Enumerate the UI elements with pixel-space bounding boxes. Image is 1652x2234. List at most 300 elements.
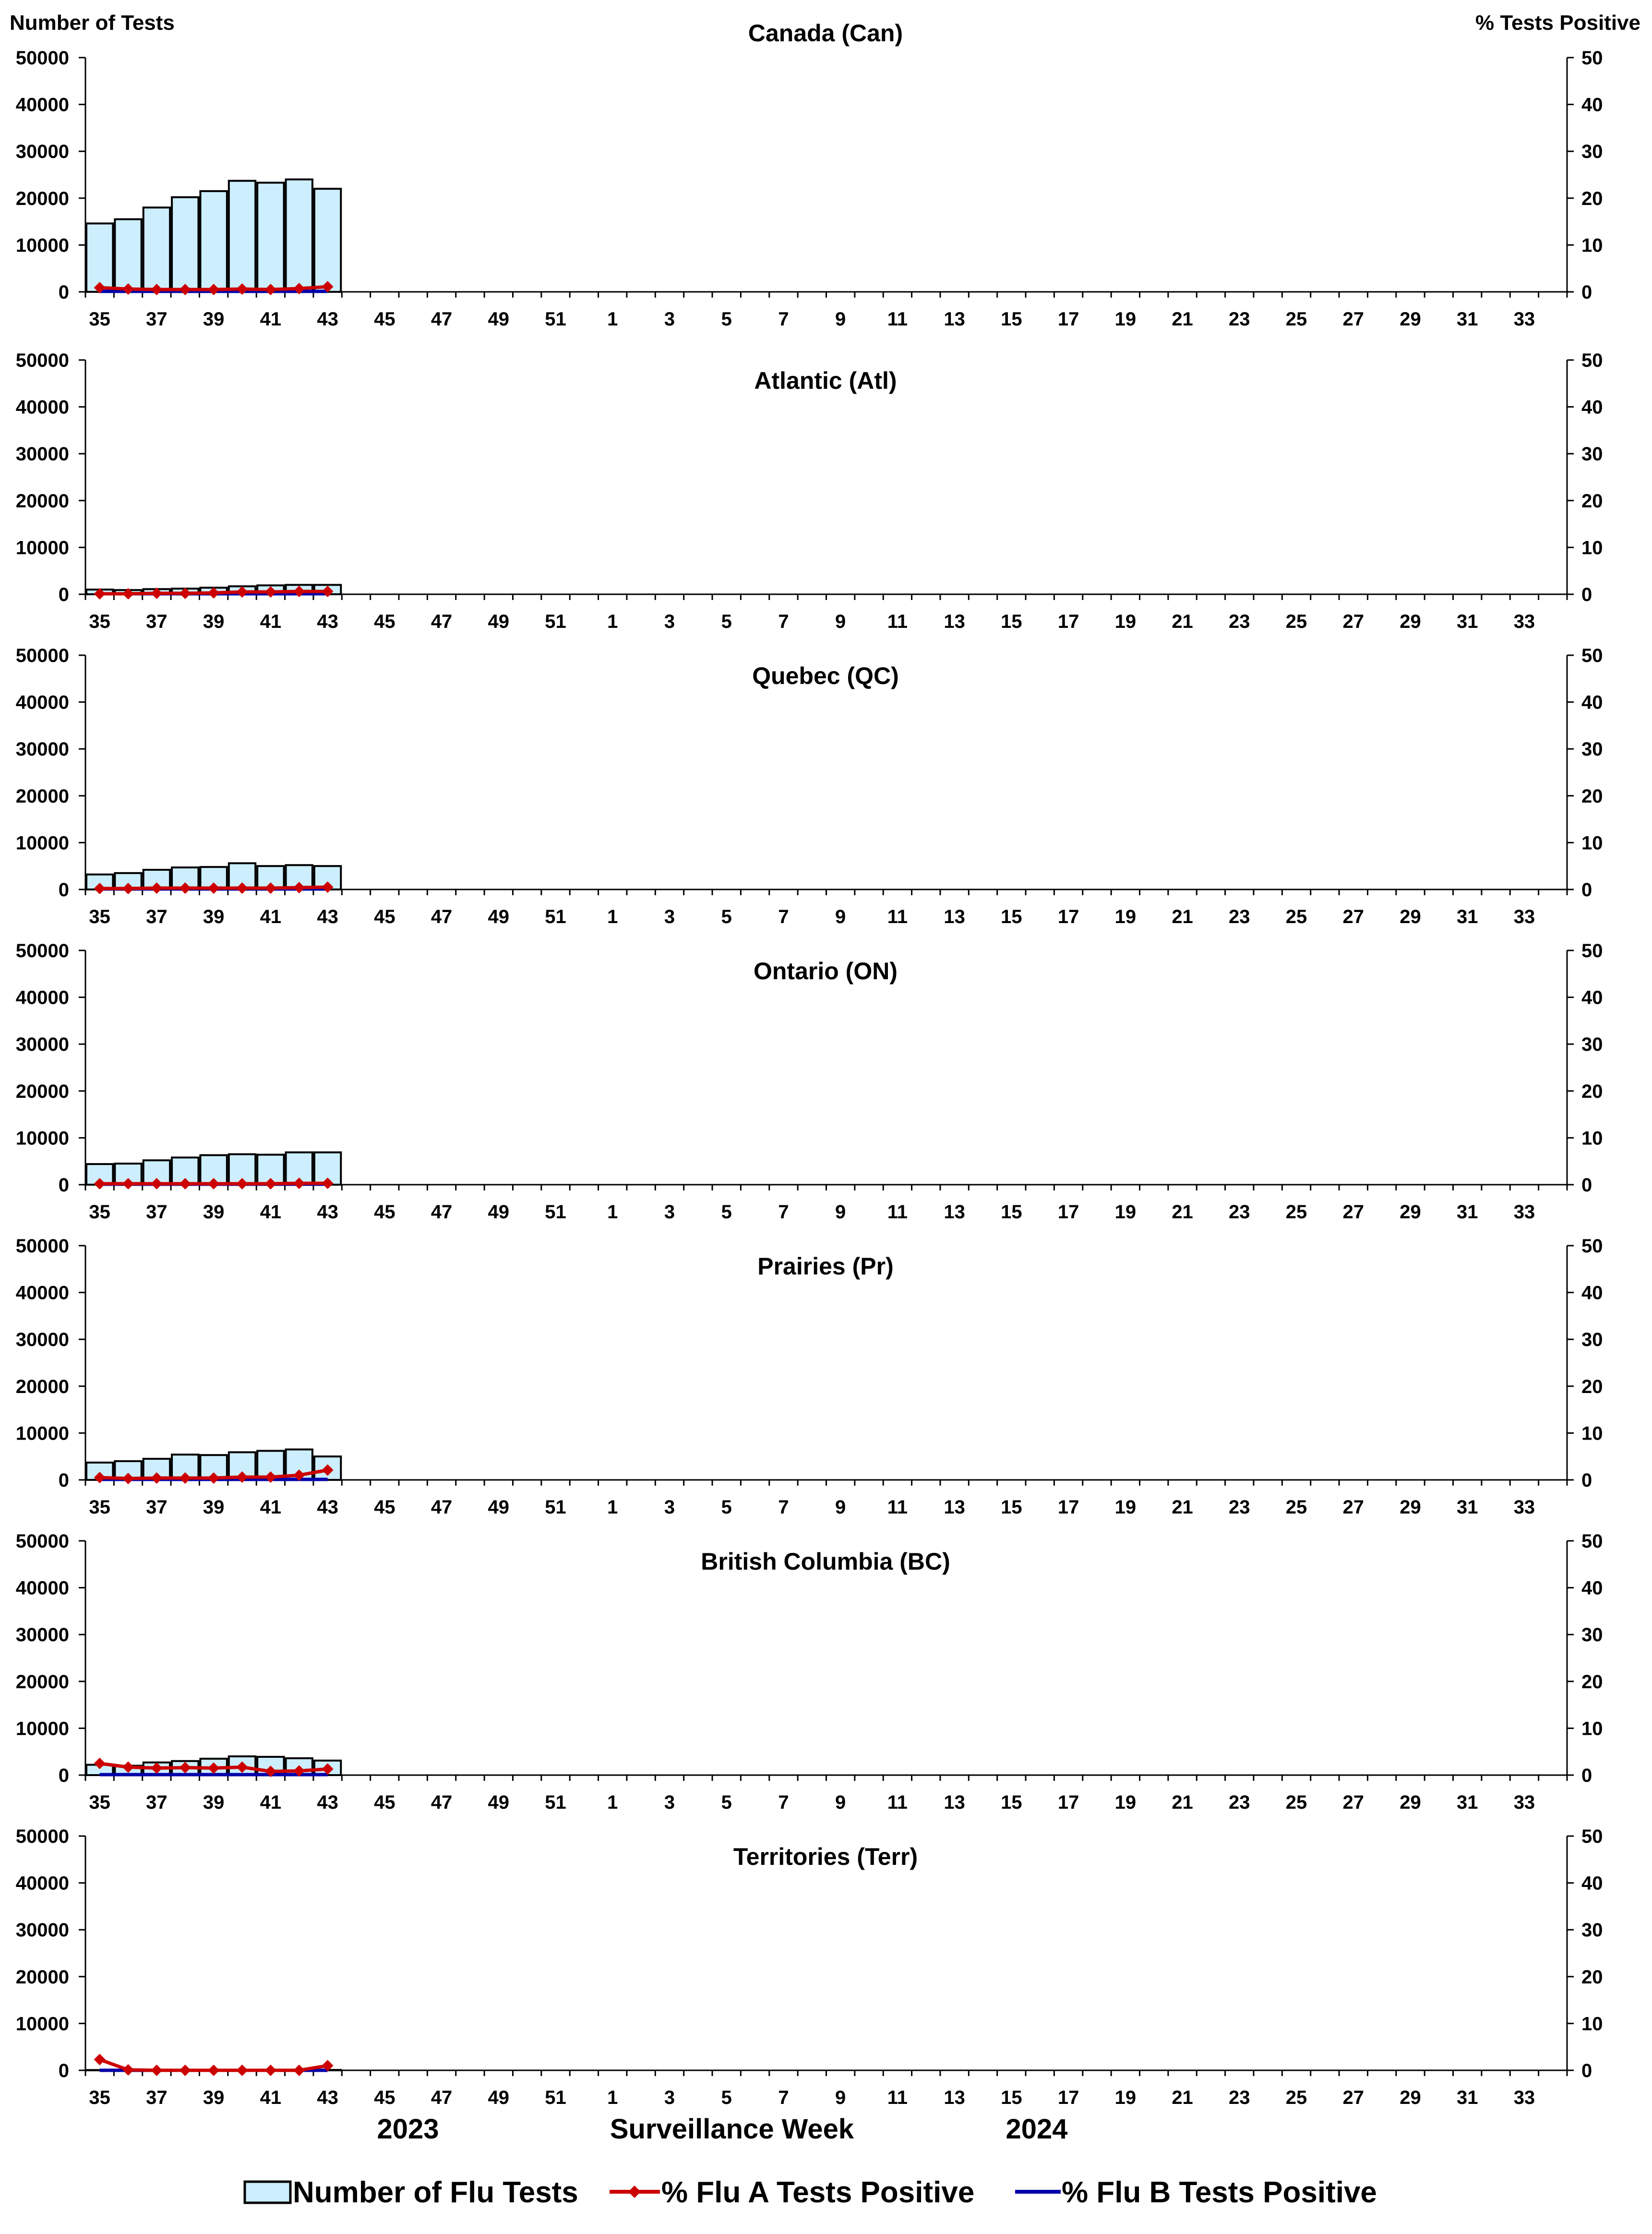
x-tick-label: 49	[488, 2087, 510, 2108]
x-tick-label: 25	[1286, 611, 1307, 632]
legend-label-flu-b: % Flu B Tests Positive	[1062, 2176, 1377, 2209]
x-tick-label: 5	[721, 611, 732, 632]
x-tick-label: 25	[1286, 1792, 1307, 1813]
panel-title: Territories (Terr)	[733, 1843, 918, 1870]
x-tick-label: 3	[664, 1792, 675, 1813]
x-tick-label: 1	[607, 309, 618, 330]
right-tick-label: 40	[1581, 1873, 1603, 1894]
x-tick-label: 1	[607, 906, 618, 927]
x-tick-label: 39	[203, 611, 225, 632]
x-tick-label: 41	[260, 2087, 282, 2108]
panel-title: Canada (Can)	[748, 20, 903, 47]
marker-flu-a	[122, 2064, 134, 2076]
x-tick-label: 13	[944, 1201, 965, 1223]
x-tick-label: 35	[89, 1497, 110, 1518]
x-tick-label: 35	[89, 906, 110, 927]
left-tick-label: 30000	[16, 444, 69, 465]
marker-flu-a	[151, 2065, 162, 2076]
x-tick-label: 49	[488, 309, 510, 330]
x-tick-label: 47	[431, 2087, 453, 2108]
x-tick-label: 25	[1286, 2087, 1307, 2108]
x-tick-label: 9	[835, 906, 846, 927]
x-tick-label: 11	[887, 1497, 908, 1518]
x-tick-label: 29	[1400, 906, 1421, 927]
x-tick-label: 41	[260, 906, 282, 927]
x-tick-label: 13	[944, 2087, 965, 2108]
panel-title: Ontario (ON)	[754, 958, 898, 985]
x-tick-label: 51	[545, 2087, 566, 2108]
bar-tests	[172, 197, 198, 292]
x-tick-label: 49	[488, 1201, 510, 1223]
left-tick-label: 50000	[16, 1531, 69, 1552]
x-tick-label: 31	[1457, 611, 1478, 632]
right-tick-label: 0	[1581, 1765, 1592, 1786]
left-tick-label: 10000	[16, 537, 69, 558]
x-tick-label: 51	[545, 1792, 566, 1813]
x-tick-label: 31	[1457, 906, 1478, 927]
x-tick-label: 17	[1058, 1201, 1079, 1223]
right-tick-label: 30	[1581, 739, 1603, 760]
legend-label-tests: Number of Flu Tests	[293, 2176, 578, 2209]
x-tick-label: 17	[1058, 309, 1079, 330]
x-tick-label: 41	[260, 1792, 282, 1813]
left-tick-label: 50000	[16, 1826, 69, 1847]
x-tick-label: 13	[944, 1792, 965, 1813]
x-tick-label: 7	[778, 309, 789, 330]
x-tick-label: 19	[1115, 2087, 1137, 2108]
x-tick-label: 45	[374, 1497, 395, 1518]
x-tick-label: 9	[835, 2087, 846, 2108]
x-tick-label: 31	[1457, 309, 1478, 330]
right-tick-label: 10	[1581, 537, 1603, 558]
x-tick-label: 7	[778, 1792, 789, 1813]
x-tick-label: 41	[260, 1497, 282, 1518]
right-tick-label: 40	[1581, 1578, 1603, 1599]
x-tick-label: 9	[835, 1497, 846, 1518]
left-tick-label: 20000	[16, 188, 69, 209]
x-tick-label: 21	[1172, 611, 1193, 632]
x-tick-label: 37	[146, 611, 168, 632]
right-tick-label: 10	[1581, 832, 1603, 853]
x-tick-label: 17	[1058, 611, 1079, 632]
year-label-2023: 2023	[377, 2114, 439, 2145]
x-tick-label: 33	[1514, 1497, 1535, 1518]
x-tick-label: 17	[1058, 1497, 1079, 1518]
x-tick-label: 33	[1514, 906, 1535, 927]
x-tick-label: 39	[203, 1497, 225, 1518]
x-tick-label: 49	[488, 1792, 510, 1813]
left-tick-label: 50000	[16, 940, 69, 961]
x-tick-label: 33	[1514, 2087, 1535, 2108]
right-tick-label: 30	[1581, 1624, 1603, 1645]
left-tick-label: 40000	[16, 95, 69, 116]
bar-tests	[257, 183, 284, 292]
x-tick-label: 43	[317, 1497, 338, 1518]
x-tick-label: 37	[146, 906, 168, 927]
right-tick-label: 50	[1581, 1531, 1603, 1552]
x-tick-label: 41	[260, 309, 282, 330]
x-tick-label: 3	[664, 309, 675, 330]
x-tick-label: 25	[1286, 1201, 1307, 1223]
panel-3	[16, 940, 1603, 1223]
x-tick-label: 5	[721, 2087, 732, 2108]
legend-label-flu-a: % Flu A Tests Positive	[661, 2176, 974, 2209]
right-tick-label: 20	[1581, 491, 1603, 512]
bar-tests	[229, 181, 255, 292]
x-tick-label: 5	[721, 1497, 732, 1518]
left-tick-label: 50000	[16, 350, 69, 371]
panel-title: Quebec (QC)	[752, 662, 899, 689]
x-tick-label: 35	[89, 309, 110, 330]
left-tick-label: 30000	[16, 141, 69, 162]
chart-panels	[16, 20, 1603, 2108]
x-tick-label: 37	[146, 1201, 168, 1223]
x-tick-label: 43	[317, 2087, 338, 2108]
right-tick-label: 10	[1581, 235, 1603, 256]
x-tick-label: 51	[545, 1201, 566, 1223]
bar-tests	[115, 219, 141, 292]
x-tick-label: 49	[488, 611, 510, 632]
x-tick-label: 29	[1400, 1201, 1421, 1223]
x-tick-label: 1	[607, 1497, 618, 1518]
x-tick-label: 11	[887, 906, 908, 927]
x-tick-label: 23	[1229, 611, 1250, 632]
right-tick-label: 40	[1581, 987, 1603, 1009]
x-tick-label: 37	[146, 1497, 168, 1518]
left-tick-label: 40000	[16, 1578, 69, 1599]
x-tick-label: 45	[374, 1792, 395, 1813]
x-tick-label: 7	[778, 611, 789, 632]
left-tick-label: 50000	[16, 645, 69, 666]
x-tick-label: 7	[778, 906, 789, 927]
x-tick-label: 15	[1001, 1792, 1022, 1813]
x-tick-label: 3	[664, 611, 675, 632]
x-tick-label: 31	[1457, 1201, 1478, 1223]
x-tick-label: 23	[1229, 309, 1250, 330]
x-tick-label: 19	[1115, 1497, 1137, 1518]
x-tick-label: 23	[1229, 1201, 1250, 1223]
marker-flu-a	[237, 2065, 248, 2076]
x-tick-label: 3	[664, 1497, 675, 1518]
x-tick-label: 27	[1343, 1497, 1365, 1518]
marker-flu-a	[94, 2054, 106, 2066]
x-tick-label: 29	[1400, 1497, 1421, 1518]
left-tick-label: 30000	[16, 1034, 69, 1055]
left-tick-label: 40000	[16, 397, 69, 418]
x-tick-label: 39	[203, 2087, 225, 2108]
marker-flu-a	[293, 2065, 305, 2076]
x-tick-label: 43	[317, 1201, 338, 1223]
panel-2	[16, 645, 1603, 927]
panel-0	[16, 20, 1603, 330]
x-tick-label: 31	[1457, 1792, 1478, 1813]
x-tick-label: 1	[607, 1792, 618, 1813]
x-tick-label: 21	[1172, 1497, 1193, 1518]
left-tick-label: 30000	[16, 739, 69, 760]
right-tick-label: 0	[1581, 1470, 1592, 1491]
x-tick-label: 27	[1343, 2087, 1365, 2108]
x-tick-label: 39	[203, 309, 225, 330]
x-tick-label: 33	[1514, 309, 1535, 330]
marker-flu-a	[180, 2065, 191, 2076]
x-tick-label: 29	[1400, 2087, 1421, 2108]
bar-tests	[86, 224, 113, 292]
x-tick-label: 39	[203, 1201, 225, 1223]
x-tick-label: 21	[1172, 309, 1193, 330]
x-tick-label: 25	[1286, 1497, 1307, 1518]
x-tick-label: 35	[89, 1201, 110, 1223]
x-tick-label: 45	[374, 309, 395, 330]
x-tick-label: 29	[1400, 309, 1421, 330]
right-tick-label: 20	[1581, 1081, 1603, 1102]
left-tick-label: 10000	[16, 1128, 69, 1149]
x-tick-label: 51	[545, 1497, 566, 1518]
x-tick-label: 25	[1286, 906, 1307, 927]
marker-flu-a	[265, 2065, 276, 2076]
x-tick-label: 13	[944, 309, 965, 330]
x-tick-label: 15	[1001, 309, 1022, 330]
x-tick-label: 7	[778, 2087, 789, 2108]
right-tick-label: 20	[1581, 1671, 1603, 1693]
left-tick-label: 20000	[16, 1671, 69, 1693]
legend-swatch-tests	[245, 2182, 290, 2203]
left-tick-label: 50000	[16, 1236, 69, 1257]
left-tick-label: 10000	[16, 235, 69, 256]
x-tick-label: 9	[835, 309, 846, 330]
x-tick-label: 11	[887, 2087, 908, 2108]
x-tick-label: 1	[607, 2087, 618, 2108]
left-tick-label: 0	[59, 1765, 69, 1786]
x-tick-label: 23	[1229, 906, 1250, 927]
x-tick-label: 33	[1514, 611, 1535, 632]
right-tick-label: 40	[1581, 1283, 1603, 1304]
x-tick-label: 23	[1229, 1792, 1250, 1813]
x-tick-label: 25	[1286, 309, 1307, 330]
right-tick-label: 30	[1581, 1329, 1603, 1350]
right-tick-label: 40	[1581, 692, 1603, 713]
x-tick-label: 31	[1457, 2087, 1478, 2108]
left-tick-label: 30000	[16, 1329, 69, 1350]
x-tick-label: 23	[1229, 2087, 1250, 2108]
left-tick-label: 40000	[16, 987, 69, 1009]
x-tick-label: 19	[1115, 1201, 1137, 1223]
x-tick-label: 43	[317, 1792, 338, 1813]
x-tick-label: 7	[778, 1497, 789, 1518]
x-tick-label: 3	[664, 2087, 675, 2108]
left-tick-label: 0	[59, 879, 69, 901]
x-tick-label: 49	[488, 906, 510, 927]
right-tick-label: 50	[1581, 940, 1603, 961]
bar-tests	[144, 207, 170, 292]
right-tick-label: 20	[1581, 786, 1603, 807]
x-tick-label: 17	[1058, 2087, 1079, 2108]
left-tick-label: 10000	[16, 1423, 69, 1444]
x-tick-label: 5	[721, 309, 732, 330]
right-tick-label: 10	[1581, 1128, 1603, 1149]
left-tick-label: 20000	[16, 786, 69, 807]
x-tick-label: 39	[203, 906, 225, 927]
legend-marker-flu-a	[628, 2186, 641, 2198]
x-tick-label: 5	[721, 906, 732, 927]
x-tick-label: 39	[203, 1792, 225, 1813]
right-tick-label: 40	[1581, 95, 1603, 116]
x-tick-label: 47	[431, 611, 453, 632]
right-tick-label: 0	[1581, 584, 1592, 605]
x-tick-label: 13	[944, 611, 965, 632]
right-tick-label: 0	[1581, 879, 1592, 901]
x-tick-label: 45	[374, 906, 395, 927]
right-tick-label: 50	[1581, 48, 1603, 69]
left-tick-label: 0	[59, 282, 69, 303]
right-tick-label: 30	[1581, 444, 1603, 465]
right-tick-label: 0	[1581, 1175, 1592, 1196]
right-tick-label: 50	[1581, 1826, 1603, 1847]
panel-title: Atlantic (Atl)	[754, 367, 897, 394]
x-tick-label: 31	[1457, 1497, 1478, 1518]
left-tick-label: 20000	[16, 491, 69, 512]
x-tick-label: 45	[374, 2087, 395, 2108]
x-tick-label: 47	[431, 906, 453, 927]
x-tick-label: 51	[545, 611, 566, 632]
x-tick-label: 33	[1514, 1201, 1535, 1223]
right-axis-heading: % Tests Positive	[1475, 11, 1640, 35]
panel-1	[16, 350, 1603, 632]
x-tick-label: 45	[374, 1201, 395, 1223]
right-tick-label: 50	[1581, 350, 1603, 371]
x-tick-label: 3	[664, 1201, 675, 1223]
right-tick-label: 0	[1581, 2060, 1592, 2081]
panel-title: Prairies (Pr)	[757, 1253, 893, 1280]
bar-tests	[200, 191, 227, 292]
left-tick-label: 10000	[16, 2013, 69, 2034]
right-tick-label: 0	[1581, 282, 1592, 303]
left-axis-heading: Number of Tests	[10, 11, 175, 35]
x-tick-label: 27	[1343, 1201, 1365, 1223]
x-axis-title: Surveillance Week	[610, 2114, 854, 2145]
year-label-2024: 2024	[1006, 2114, 1067, 2145]
x-tick-label: 15	[1001, 906, 1022, 927]
x-tick-label: 29	[1400, 1792, 1421, 1813]
panel-6	[16, 1826, 1603, 2108]
x-tick-label: 47	[431, 1792, 453, 1813]
x-tick-label: 27	[1343, 906, 1365, 927]
x-tick-label: 19	[1115, 611, 1137, 632]
right-tick-label: 40	[1581, 397, 1603, 418]
x-tick-label: 37	[146, 2087, 168, 2108]
left-tick-label: 50000	[16, 48, 69, 69]
x-tick-label: 5	[721, 1201, 732, 1223]
x-tick-label: 15	[1001, 1497, 1022, 1518]
x-tick-label: 27	[1343, 611, 1365, 632]
x-tick-label: 29	[1400, 611, 1421, 632]
x-tick-label: 7	[778, 1201, 789, 1223]
x-tick-label: 1	[607, 1201, 618, 1223]
right-tick-label: 10	[1581, 2013, 1603, 2034]
x-tick-label: 41	[260, 1201, 282, 1223]
x-tick-label: 23	[1229, 1497, 1250, 1518]
left-tick-label: 0	[59, 1175, 69, 1196]
x-tick-label: 47	[431, 309, 453, 330]
x-tick-label: 17	[1058, 906, 1079, 927]
x-tick-label: 35	[89, 2087, 110, 2108]
x-tick-label: 41	[260, 611, 282, 632]
x-tick-label: 5	[721, 1792, 732, 1813]
x-tick-label: 11	[887, 1201, 908, 1223]
x-tick-label: 9	[835, 1201, 846, 1223]
panel-5	[16, 1531, 1603, 1813]
x-tick-label: 9	[835, 611, 846, 632]
right-tick-label: 30	[1581, 1034, 1603, 1055]
right-tick-label: 30	[1581, 141, 1603, 162]
x-tick-label: 47	[431, 1201, 453, 1223]
x-tick-label: 43	[317, 906, 338, 927]
x-tick-label: 51	[545, 906, 566, 927]
x-tick-label: 21	[1172, 2087, 1193, 2108]
x-tick-label: 3	[664, 906, 675, 927]
x-tick-label: 35	[89, 611, 110, 632]
x-tick-label: 21	[1172, 1201, 1193, 1223]
x-tick-label: 27	[1343, 309, 1365, 330]
x-tick-label: 43	[317, 309, 338, 330]
left-tick-label: 20000	[16, 1376, 69, 1397]
bar-tests	[286, 180, 312, 292]
x-tick-label: 45	[374, 611, 395, 632]
left-tick-label: 30000	[16, 1624, 69, 1645]
left-tick-label: 20000	[16, 1081, 69, 1102]
panel-4	[16, 1236, 1603, 1518]
left-tick-label: 40000	[16, 1873, 69, 1894]
x-tick-label: 21	[1172, 1792, 1193, 1813]
x-tick-label: 13	[944, 1497, 965, 1518]
left-tick-label: 0	[59, 1470, 69, 1491]
left-tick-label: 10000	[16, 832, 69, 853]
right-tick-label: 50	[1581, 645, 1603, 666]
x-tick-label: 11	[887, 1792, 908, 1813]
x-tick-label: 35	[89, 1792, 110, 1813]
x-tick-label: 19	[1115, 309, 1137, 330]
x-tick-label: 49	[488, 1497, 510, 1518]
x-tick-label: 15	[1001, 1201, 1022, 1223]
x-tick-label: 9	[835, 1792, 846, 1813]
x-tick-label: 11	[887, 611, 908, 632]
x-tick-label: 1	[607, 611, 618, 632]
x-tick-label: 33	[1514, 1792, 1535, 1813]
x-tick-label: 37	[146, 309, 168, 330]
right-tick-label: 20	[1581, 1376, 1603, 1397]
x-tick-label: 47	[431, 1497, 453, 1518]
x-tick-label: 13	[944, 906, 965, 927]
left-tick-label: 20000	[16, 1967, 69, 1988]
x-tick-label: 21	[1172, 906, 1193, 927]
right-tick-label: 10	[1581, 1718, 1603, 1739]
x-tick-label: 51	[545, 309, 566, 330]
right-tick-label: 30	[1581, 1920, 1603, 1941]
left-tick-label: 30000	[16, 1920, 69, 1941]
right-tick-label: 10	[1581, 1423, 1603, 1444]
x-tick-label: 15	[1001, 611, 1022, 632]
right-tick-label: 50	[1581, 1236, 1603, 1257]
left-tick-label: 0	[59, 584, 69, 605]
bar-tests	[314, 189, 341, 292]
x-tick-label: 15	[1001, 2087, 1022, 2108]
right-tick-label: 20	[1581, 1967, 1603, 1988]
x-tick-label: 43	[317, 611, 338, 632]
x-tick-label: 37	[146, 1792, 168, 1813]
x-tick-label: 17	[1058, 1792, 1079, 1813]
right-tick-label: 20	[1581, 188, 1603, 209]
marker-flu-a	[208, 2065, 219, 2076]
legend	[245, 2176, 1377, 2209]
